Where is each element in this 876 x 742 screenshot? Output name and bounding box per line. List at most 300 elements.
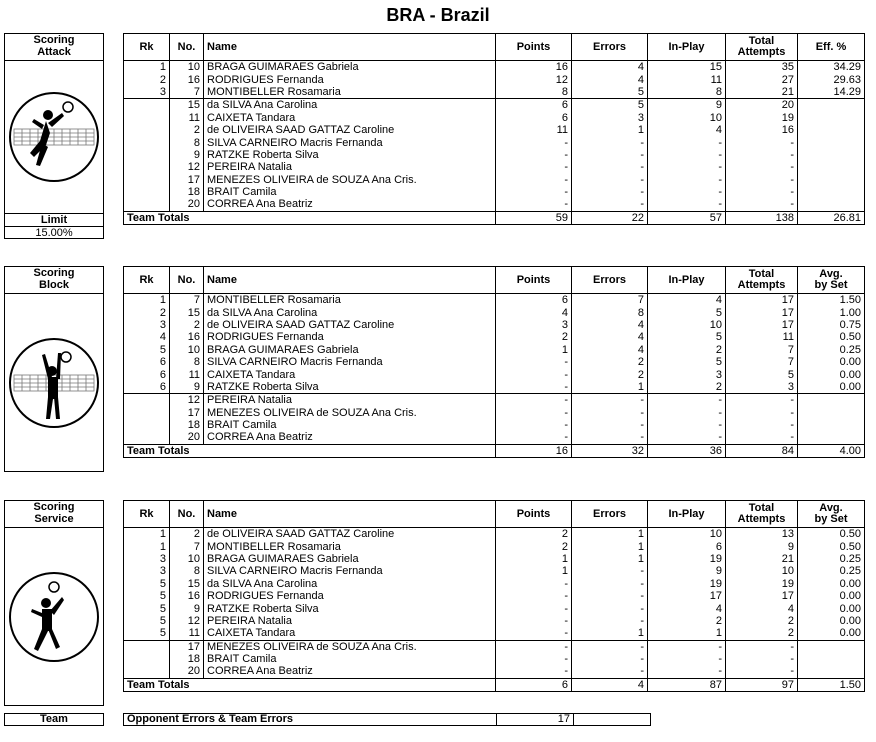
table-row [124, 186, 865, 198]
table-cell: 4 [572, 331, 648, 343]
table-cell: 5 [648, 331, 726, 343]
table-cell: 11 [496, 124, 572, 136]
table-cell [798, 419, 865, 431]
table-cell: 10 [726, 565, 798, 577]
table-row [124, 602, 865, 614]
table-cell: 29.63 [798, 73, 865, 85]
table-cell: de OLIVEIRA SAAD GATTAZ Caroline [204, 319, 496, 331]
table-cell: 27 [726, 73, 798, 85]
team-totals-label: Team Totals [124, 678, 496, 691]
table-row [124, 528, 865, 541]
table-cell: CAIXETA Tandara [204, 627, 496, 640]
table-cell: 16 [170, 590, 204, 602]
table-cell: 11 [726, 331, 798, 343]
table-cell [124, 112, 170, 124]
table-row [124, 86, 865, 99]
table-cell: 0.00 [798, 627, 865, 640]
table-cell: 3 [124, 565, 170, 577]
table-cell: 21 [726, 553, 798, 565]
table-cell: 10 [170, 553, 204, 565]
table-cell: - [572, 186, 648, 198]
table-row [124, 394, 865, 407]
table-cell: - [572, 407, 648, 419]
table-cell: 17 [726, 319, 798, 331]
table-cell: - [496, 578, 572, 590]
table-cell: 7 [726, 344, 798, 356]
service-label-service: Service [34, 513, 74, 525]
table-row [124, 356, 865, 368]
total-label: Total [748, 502, 775, 514]
table-cell: 17 [648, 590, 726, 602]
table-cell: 1 [572, 528, 648, 541]
table-cell: - [496, 653, 572, 665]
table-cell: 15 [170, 578, 204, 590]
table-cell: CORREA Ana Beatriz [204, 665, 496, 678]
table-cell: 14.29 [798, 86, 865, 99]
table-cell [124, 665, 170, 678]
table-cell: - [572, 431, 648, 444]
no-header: No. [170, 501, 204, 528]
table-cell [124, 394, 170, 407]
table-cell: 1 [572, 381, 648, 394]
table-cell: 0.75 [798, 319, 865, 331]
table-cell: 10 [648, 528, 726, 541]
attack-table [123, 33, 865, 225]
table-cell: 12 [170, 394, 204, 407]
table-cell: - [496, 431, 572, 444]
table-row [124, 174, 865, 186]
team-totals-value: 26.81 [798, 211, 865, 224]
table-cell: - [496, 381, 572, 394]
table-cell: - [496, 186, 572, 198]
table-cell [798, 99, 865, 112]
avg-header [798, 501, 865, 528]
table-cell: 1 [648, 627, 726, 640]
avg-header [798, 267, 865, 294]
table-cell: 19 [726, 578, 798, 590]
block-side-header [5, 267, 103, 294]
table-cell: da SILVA Ana Carolina [204, 99, 496, 112]
team-label: Team [4, 713, 104, 726]
table-cell: 18 [170, 186, 204, 198]
table-cell [124, 161, 170, 173]
table-row [124, 590, 865, 602]
table-cell [124, 124, 170, 136]
table-cell: 5 [124, 578, 170, 590]
table-cell: MONTIBELLER Rosamaria [204, 294, 496, 307]
table-cell: - [648, 419, 726, 431]
table-cell: 1 [496, 553, 572, 565]
table-cell: 19 [648, 553, 726, 565]
table-cell: 17 [726, 590, 798, 602]
table-cell: 7 [726, 356, 798, 368]
attempts-label: Attempts [737, 513, 786, 525]
table-cell: RATZKE Roberta Silva [204, 381, 496, 394]
block-label-scoring: Scoring [33, 267, 75, 279]
total-label: Total [748, 35, 775, 47]
rk-header: Rk [124, 34, 170, 61]
table-cell: 15 [170, 306, 204, 318]
attack-header-row [124, 34, 865, 61]
table-cell: da SILVA Ana Carolina [204, 306, 496, 318]
table-cell [798, 653, 865, 665]
team-totals-value: 32 [572, 444, 648, 457]
table-cell [124, 99, 170, 112]
table-cell: 1 [496, 565, 572, 577]
table-cell: 10 [648, 112, 726, 124]
page-title: BRA - Brazil [386, 5, 490, 25]
table-cell: 17 [170, 407, 204, 419]
table-cell: CORREA Ana Beatriz [204, 198, 496, 211]
team-totals-value: 84 [726, 444, 798, 457]
table-cell: 2 [648, 615, 726, 627]
table-cell: 3 [124, 319, 170, 331]
name-header: Name [204, 267, 496, 294]
team-totals-value: 87 [648, 678, 726, 691]
table-cell: - [496, 136, 572, 148]
table-cell: - [648, 186, 726, 198]
table-cell: 10 [648, 319, 726, 331]
table-cell: 15 [648, 61, 726, 74]
points-header: Points [496, 501, 572, 528]
table-cell: BRAIT Camila [204, 186, 496, 198]
table-cell: BRAGA GUIMARAES Gabriela [204, 344, 496, 356]
table-cell: - [648, 640, 726, 653]
table-cell: PEREIRA Natalia [204, 615, 496, 627]
table-cell: - [572, 565, 648, 577]
table-cell: - [648, 665, 726, 678]
table-cell: 1.00 [798, 306, 865, 318]
table-cell: RODRIGUES Fernanda [204, 331, 496, 343]
block-side-panel [4, 266, 104, 472]
table-cell: 1 [572, 124, 648, 136]
table-cell [798, 136, 865, 148]
table-cell: 0.00 [798, 368, 865, 380]
table-cell: - [726, 198, 798, 211]
table-cell: - [572, 602, 648, 614]
table-cell: 1.50 [798, 294, 865, 307]
points-header: Points [496, 267, 572, 294]
errors-header: Errors [572, 34, 648, 61]
name-header: Name [204, 501, 496, 528]
table-cell: - [726, 161, 798, 173]
team-totals-value: 59 [496, 211, 572, 224]
table-cell: BRAIT Camila [204, 419, 496, 431]
table-cell: 15 [170, 99, 204, 112]
table-cell: 4 [648, 294, 726, 307]
table-cell: 8 [170, 565, 204, 577]
table-cell: 9 [170, 149, 204, 161]
table-cell: - [726, 665, 798, 678]
table-cell: - [726, 419, 798, 431]
table-cell: - [496, 665, 572, 678]
table-cell: 5 [124, 627, 170, 640]
table-cell: 1 [124, 61, 170, 74]
errors-header: Errors [572, 501, 648, 528]
table-cell: - [496, 198, 572, 211]
volleyball-block-icon [5, 294, 103, 472]
table-cell: BRAGA GUIMARAES Gabriela [204, 553, 496, 565]
rk-header: Rk [124, 267, 170, 294]
table-cell: 2 [648, 344, 726, 356]
table-cell [124, 653, 170, 665]
block-table [123, 266, 865, 458]
table-cell: - [496, 394, 572, 407]
attack-side-header [5, 34, 103, 61]
table-row [124, 578, 865, 590]
table-cell [124, 174, 170, 186]
table-cell [798, 124, 865, 136]
table-cell: 13 [726, 528, 798, 541]
table-row [124, 294, 865, 307]
table-cell: - [648, 407, 726, 419]
table-cell: - [496, 627, 572, 640]
table-row [124, 419, 865, 431]
table-cell: 5 [124, 615, 170, 627]
table-cell: - [496, 174, 572, 186]
table-cell: - [572, 198, 648, 211]
table-cell [124, 149, 170, 161]
table-cell [798, 161, 865, 173]
table-cell: 4 [648, 602, 726, 614]
table-cell: 35 [726, 61, 798, 74]
table-cell: 2 [496, 528, 572, 541]
table-cell: 6 [124, 368, 170, 380]
table-cell: 5 [648, 306, 726, 318]
table-cell: - [496, 368, 572, 380]
table-cell: 12 [170, 615, 204, 627]
by-set-label: by Set [814, 279, 848, 291]
table-row [124, 306, 865, 318]
table-cell: da SILVA Ana Carolina [204, 578, 496, 590]
eff-header [798, 34, 865, 61]
table-cell: 4 [572, 73, 648, 85]
table-cell: 11 [648, 73, 726, 85]
table-row [124, 665, 865, 678]
table-row [124, 553, 865, 565]
table-cell: 2 [572, 356, 648, 368]
table-cell: de OLIVEIRA SAAD GATTAZ Caroline [204, 124, 496, 136]
table-cell: 4 [572, 61, 648, 74]
table-row [124, 198, 865, 211]
errors-header: Errors [572, 267, 648, 294]
table-cell: 5 [726, 368, 798, 380]
table-cell: 2 [496, 540, 572, 552]
table-cell: 11 [170, 627, 204, 640]
table-cell: CORREA Ana Beatriz [204, 431, 496, 444]
table-cell [798, 640, 865, 653]
table-cell: 5 [648, 356, 726, 368]
table-cell: - [648, 653, 726, 665]
table-row [124, 368, 865, 380]
table-cell: 6 [124, 356, 170, 368]
table-cell [798, 394, 865, 407]
avg-label: Avg. [819, 502, 843, 514]
table-cell: - [496, 161, 572, 173]
team-totals-value: 1.50 [798, 678, 865, 691]
table-cell: - [726, 431, 798, 444]
team-totals-value: 57 [648, 211, 726, 224]
table-cell: 5 [124, 602, 170, 614]
table-cell: 18 [170, 419, 204, 431]
table-cell: 0.00 [798, 602, 865, 614]
table-cell: 5 [572, 86, 648, 99]
table-cell: 2 [124, 306, 170, 318]
table-cell: 0.00 [798, 381, 865, 394]
service-header-row [124, 501, 865, 528]
table-cell: 18 [170, 653, 204, 665]
table-cell: CAIXETA Tandara [204, 368, 496, 380]
table-cell: 10 [170, 344, 204, 356]
opponent-errors-label: Opponent Errors & Team Errors [124, 714, 497, 726]
table-cell: MENEZES OLIVEIRA de SOUZA Ana Cris. [204, 407, 496, 419]
table-row [124, 149, 865, 161]
table-cell: - [648, 161, 726, 173]
table-row [124, 627, 865, 640]
table-cell [124, 640, 170, 653]
table-cell: SILVA CARNEIRO Macris Fernanda [204, 356, 496, 368]
table-cell: RATZKE Roberta Silva [204, 602, 496, 614]
table-cell: 6 [496, 294, 572, 307]
table-cell: - [496, 590, 572, 602]
table-cell: PEREIRA Natalia [204, 394, 496, 407]
table-cell: 16 [496, 61, 572, 74]
table-cell: 0.50 [798, 540, 865, 552]
table-cell: 16 [170, 73, 204, 85]
table-cell: - [572, 640, 648, 653]
table-cell: 4 [496, 306, 572, 318]
table-cell: - [572, 665, 648, 678]
table-row [124, 640, 865, 653]
table-cell: - [496, 149, 572, 161]
table-cell: 17 [726, 294, 798, 307]
table-cell: 6 [648, 540, 726, 552]
table-row [124, 99, 865, 112]
inplay-header: In-Play [648, 34, 726, 61]
table-cell: 16 [170, 331, 204, 343]
table-cell: - [648, 198, 726, 211]
table-row [124, 431, 865, 444]
table-cell: - [496, 356, 572, 368]
table-cell: MENEZES OLIVEIRA de SOUZA Ana Cris. [204, 640, 496, 653]
table-cell: - [572, 174, 648, 186]
table-cell: 4 [572, 344, 648, 356]
table-cell: 6 [124, 381, 170, 394]
table-cell: 0.25 [798, 344, 865, 356]
table-cell [124, 407, 170, 419]
table-cell: 34.29 [798, 61, 865, 74]
table-cell: 20 [726, 99, 798, 112]
table-cell: 20 [170, 431, 204, 444]
block-header-row [124, 267, 865, 294]
attack-label-attack: Attack [37, 46, 71, 58]
table-cell: 2 [726, 615, 798, 627]
table-cell: 2 [572, 368, 648, 380]
table-cell: - [572, 578, 648, 590]
table-cell: 9 [648, 565, 726, 577]
table-cell: 7 [170, 540, 204, 552]
table-cell: BRAGA GUIMARAES Gabriela [204, 61, 496, 74]
total-attempts-header [726, 34, 798, 61]
table-cell [798, 186, 865, 198]
table-cell: - [572, 161, 648, 173]
total-attempts-header [726, 501, 798, 528]
table-cell: MENEZES OLIVEIRA de SOUZA Ana Cris. [204, 174, 496, 186]
table-cell: - [726, 174, 798, 186]
table-cell: SILVA CARNEIRO Macris Fernanda [204, 136, 496, 148]
table-cell: 2 [648, 381, 726, 394]
table-cell: 0.00 [798, 590, 865, 602]
table-cell: MONTIBELLER Rosamaria [204, 540, 496, 552]
table-cell: 11 [170, 368, 204, 380]
table-cell: - [572, 394, 648, 407]
table-cell: 8 [170, 356, 204, 368]
table-cell: 7 [572, 294, 648, 307]
table-cell: 3 [572, 112, 648, 124]
table-row [124, 61, 865, 74]
table-cell [124, 419, 170, 431]
opponent-errors-row [123, 713, 651, 726]
table-cell: 9 [170, 381, 204, 394]
table-cell: 4 [648, 124, 726, 136]
table-cell: - [726, 186, 798, 198]
table-cell: 1 [124, 528, 170, 541]
table-cell: 0.50 [798, 528, 865, 541]
table-cell: - [572, 615, 648, 627]
table-cell: - [726, 149, 798, 161]
table-cell: 19 [648, 578, 726, 590]
table-cell: 1 [124, 540, 170, 552]
table-cell: 0.00 [798, 578, 865, 590]
table-row [124, 653, 865, 665]
table-cell: 1 [124, 294, 170, 307]
table-cell: - [572, 653, 648, 665]
table-cell: 8 [170, 136, 204, 148]
inplay-header: In-Play [648, 501, 726, 528]
table-cell: 6 [496, 99, 572, 112]
table-cell: - [726, 136, 798, 148]
table-cell: 4 [572, 319, 648, 331]
table-cell [124, 136, 170, 148]
name-header: Name [204, 34, 496, 61]
table-cell: - [572, 149, 648, 161]
team-totals-row [124, 211, 865, 224]
table-cell: 12 [170, 161, 204, 173]
table-cell: de OLIVEIRA SAAD GATTAZ Caroline [204, 528, 496, 541]
table-cell: 2 [496, 331, 572, 343]
volleyball-attack-icon [5, 61, 103, 213]
table-cell: 1 [572, 627, 648, 640]
table-row [124, 124, 865, 136]
no-header: No. [170, 34, 204, 61]
table-cell: 5 [124, 590, 170, 602]
rk-header: Rk [124, 501, 170, 528]
attack-limit-label: Limit [5, 213, 103, 226]
table-cell: 5 [572, 99, 648, 112]
table-cell: 5 [124, 344, 170, 356]
table-cell: 0.50 [798, 331, 865, 343]
table-cell: 17 [170, 640, 204, 653]
no-header: No. [170, 267, 204, 294]
table-cell: 2 [170, 124, 204, 136]
table-cell: CAIXETA Tandara [204, 112, 496, 124]
eff-label: Eff. % [815, 40, 847, 53]
table-cell: 3 [124, 86, 170, 99]
table-cell [124, 431, 170, 444]
table-row [124, 319, 865, 331]
table-cell: 2 [170, 528, 204, 541]
team-totals-value: 97 [726, 678, 798, 691]
